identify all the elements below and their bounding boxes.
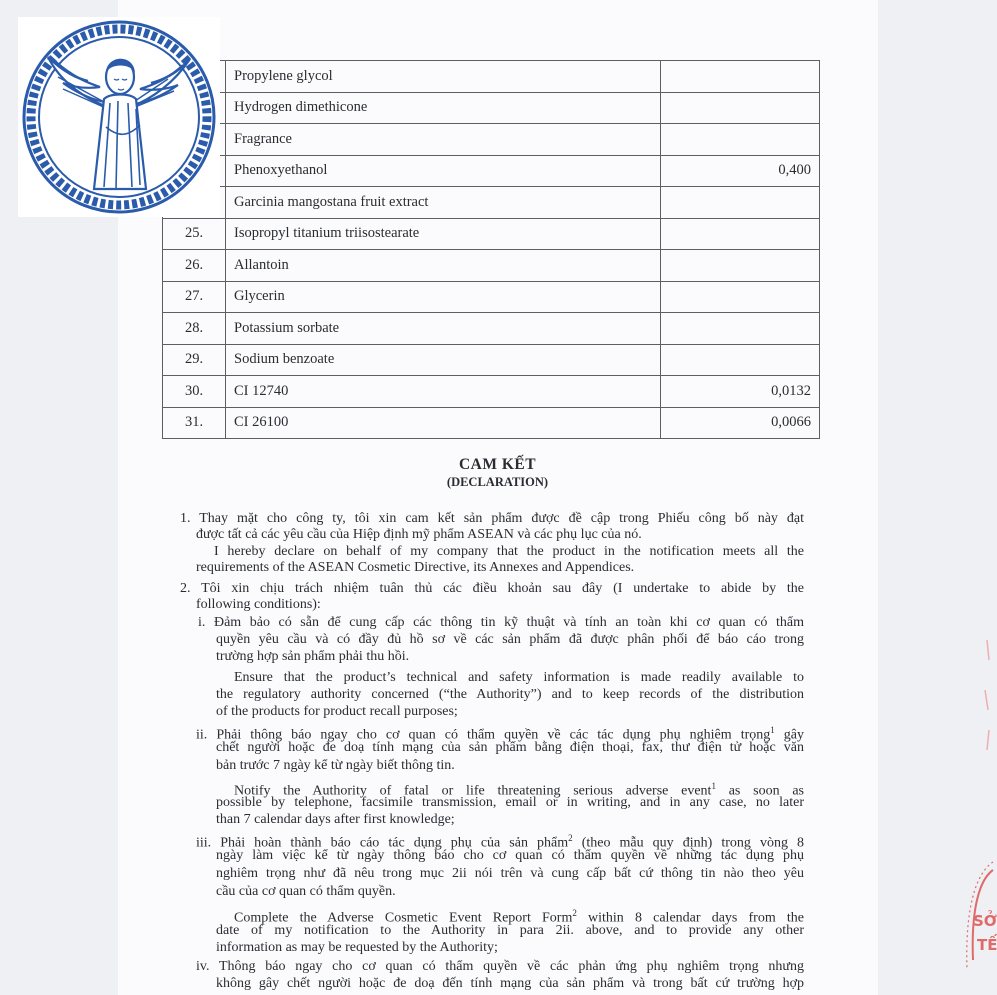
item-iii-en-line: date of my notification to the Authority in para 2ii. above, and to provide any other [216, 923, 804, 938]
item-iii-vi-line: cầu của cơ quan có thẩm quyền. [216, 884, 396, 899]
ingredient-name: Isopropyl titanium triisostearate [226, 218, 661, 250]
item-ii-vi-line: chết người hoặc đe doạ tính mạng của sản phẩm bằng điện thoại, fax, thư điện tử hoặc văn [216, 740, 804, 755]
item-i-vi-line: trường hợp sản phẩm phải thu hồi. [216, 649, 410, 664]
item-i-en-line: of the products for product recall purposes; [216, 704, 458, 719]
item-ii-en-line: than 7 calendar days after first knowledge; [216, 812, 455, 827]
ingredient-value [661, 250, 820, 282]
table-row [163, 250, 820, 282]
ingredient-number: 26. [163, 250, 226, 282]
stamp-text: TẾ [977, 936, 997, 954]
item-iii-vi-line: ngày làm việc kể từ ngày thông báo cho cơ quan có thẩm quyền về những tác dụng phụ [216, 848, 804, 863]
ingredient-value [661, 344, 820, 376]
ingredient-name: Garcinia mangostana fruit extract [226, 187, 661, 219]
table-row [163, 61, 820, 93]
paragraph-1-vi-line: được tất cả các yêu cầu của Hiệp định mỹ phẩm ASEAN và các phụ lục của nó. [196, 527, 642, 542]
ingredient-value [661, 313, 820, 345]
item-iv-vi-line: iv. Thông báo ngay cho cơ quan có thẩm quyền về các phản ứng phụ nghiêm trọng nhưng [196, 959, 804, 974]
table-row [163, 313, 820, 345]
table-row [163, 344, 820, 376]
paragraph-1-en-line: I hereby declare on behalf of my company that the product in the notification meets all the [214, 544, 804, 559]
item-i-vi-line: i. Đảm bảo có sẵn để cung cấp các thông tin kỹ thuật và tính an toàn khi cơ quan có thẩm [198, 615, 804, 630]
table-row [163, 155, 820, 187]
table-row [163, 92, 820, 124]
paragraph-2-line: following conditions): [196, 597, 321, 612]
ingredient-number: 29. [163, 344, 226, 376]
ingredient-name: CI 26100 [226, 407, 661, 439]
ingredient-value: 0,0066 [661, 407, 820, 439]
paragraph-2-line: 2. Tôi xin chịu trách nhiệm tuân thủ các điều khoản sau đây (I undertake to abide by the [180, 581, 804, 596]
item-ii-vi-line: ii. Phải thông báo ngay cho cơ quan có thẩm quyền về các tác dụng phụ nghiêm trọng$^1$ gây [196, 725, 805, 743]
table-row [163, 281, 820, 313]
ingredient-name: Allantoin [226, 250, 661, 282]
stamp-text: SỞ [973, 912, 997, 930]
ingredient-name: Hydrogen dimethicone [226, 92, 661, 124]
ingredient-name: CI 12740 [226, 376, 661, 408]
ingredient-name: Potassium sorbate [226, 313, 661, 345]
declaration-title: CAM KẾT [458, 456, 537, 473]
ingredient-number: 31. [163, 407, 226, 439]
ingredient-value: 0,400 [661, 155, 820, 187]
official-stamp [965, 630, 995, 995]
item-ii-en-line: Notify the Authority of fatal or life threatening serious adverse event$^1$ as soon as [234, 781, 804, 799]
ingredient-value [661, 92, 820, 124]
ingredient-value [661, 218, 820, 250]
item-iii-vi-line: nghiêm trọng như đã nêu trong mục 2ii nói trên và cung cấp bất cứ thông tin nào theo yêu [216, 866, 804, 881]
ingredients-table [162, 60, 820, 439]
ingredient-name: Fragrance [226, 124, 661, 156]
ingredient-name: Glycerin [226, 281, 661, 313]
ingredient-number: 27. [163, 281, 226, 313]
item-ii-vi-line: bản trước 7 ngày kể từ ngày biết thông tin. [216, 758, 455, 773]
item-ii-en-line: possible by telephone, facsimile transmission, email or in writing, and in any case, no later [216, 795, 804, 810]
item-iii-en-line: Complete the Adverse Cosmetic Event Report Form$^2$ within 8 calendar days from the [234, 908, 804, 926]
table-row [163, 407, 820, 439]
paragraph-1-vi-line: 1. Thay mặt cho công ty, tôi xin cam kết sản phẩm được đề cập trong Phiếu công bố này đạt [180, 511, 804, 526]
ingredient-name: Sodium benzoate [226, 344, 661, 376]
ingredient-name: Phenoxyethanol [226, 155, 661, 187]
item-iii-vi-line: iii. Phải hoàn thành báo cáo tác dụng phụ của sản phẩm$^2$ (theo mẫu quy định) trong vòng 8 [196, 833, 805, 851]
ingredient-name: Propylene glycol [226, 61, 661, 93]
item-i-en-line: Ensure that the product’s technical and safety information is made readily available to [234, 670, 804, 685]
ingredient-value [661, 187, 820, 219]
paragraph-1-en-line: requirements of the ASEAN Cosmetic Directive, its Annexes and Appendices. [196, 560, 635, 575]
item-iv-vi-line: không gây chết người hoặc đe doạ đến tính mạng của sản phẩm và trong bất cứ trường hợp [216, 976, 804, 991]
angel-logo [18, 17, 220, 217]
ingredient-value [661, 124, 820, 156]
table-row [163, 218, 820, 250]
ingredient-value [661, 281, 820, 313]
table-row [163, 187, 820, 219]
item-iii-en-line: information as may be requested by the Authority; [216, 940, 498, 955]
declaration-subtitle: (DECLARATION) [446, 475, 549, 489]
ingredient-number: 30. [163, 376, 226, 408]
table-row [163, 124, 820, 156]
item-i-vi-line: quyền yêu cầu và có đầy đủ hồ sơ về các sản phẩm đã được phân phối để báo cáo trong [216, 632, 804, 647]
ingredient-value [661, 61, 820, 93]
ingredient-value: 0,0132 [661, 376, 820, 408]
ingredient-number: 28. [163, 313, 226, 345]
ingredient-number: 25. [163, 218, 226, 250]
table-row [163, 376, 820, 408]
item-i-en-line: the regulatory authority concerned (“the Authority”) and to keep records of the distribution [216, 687, 804, 702]
